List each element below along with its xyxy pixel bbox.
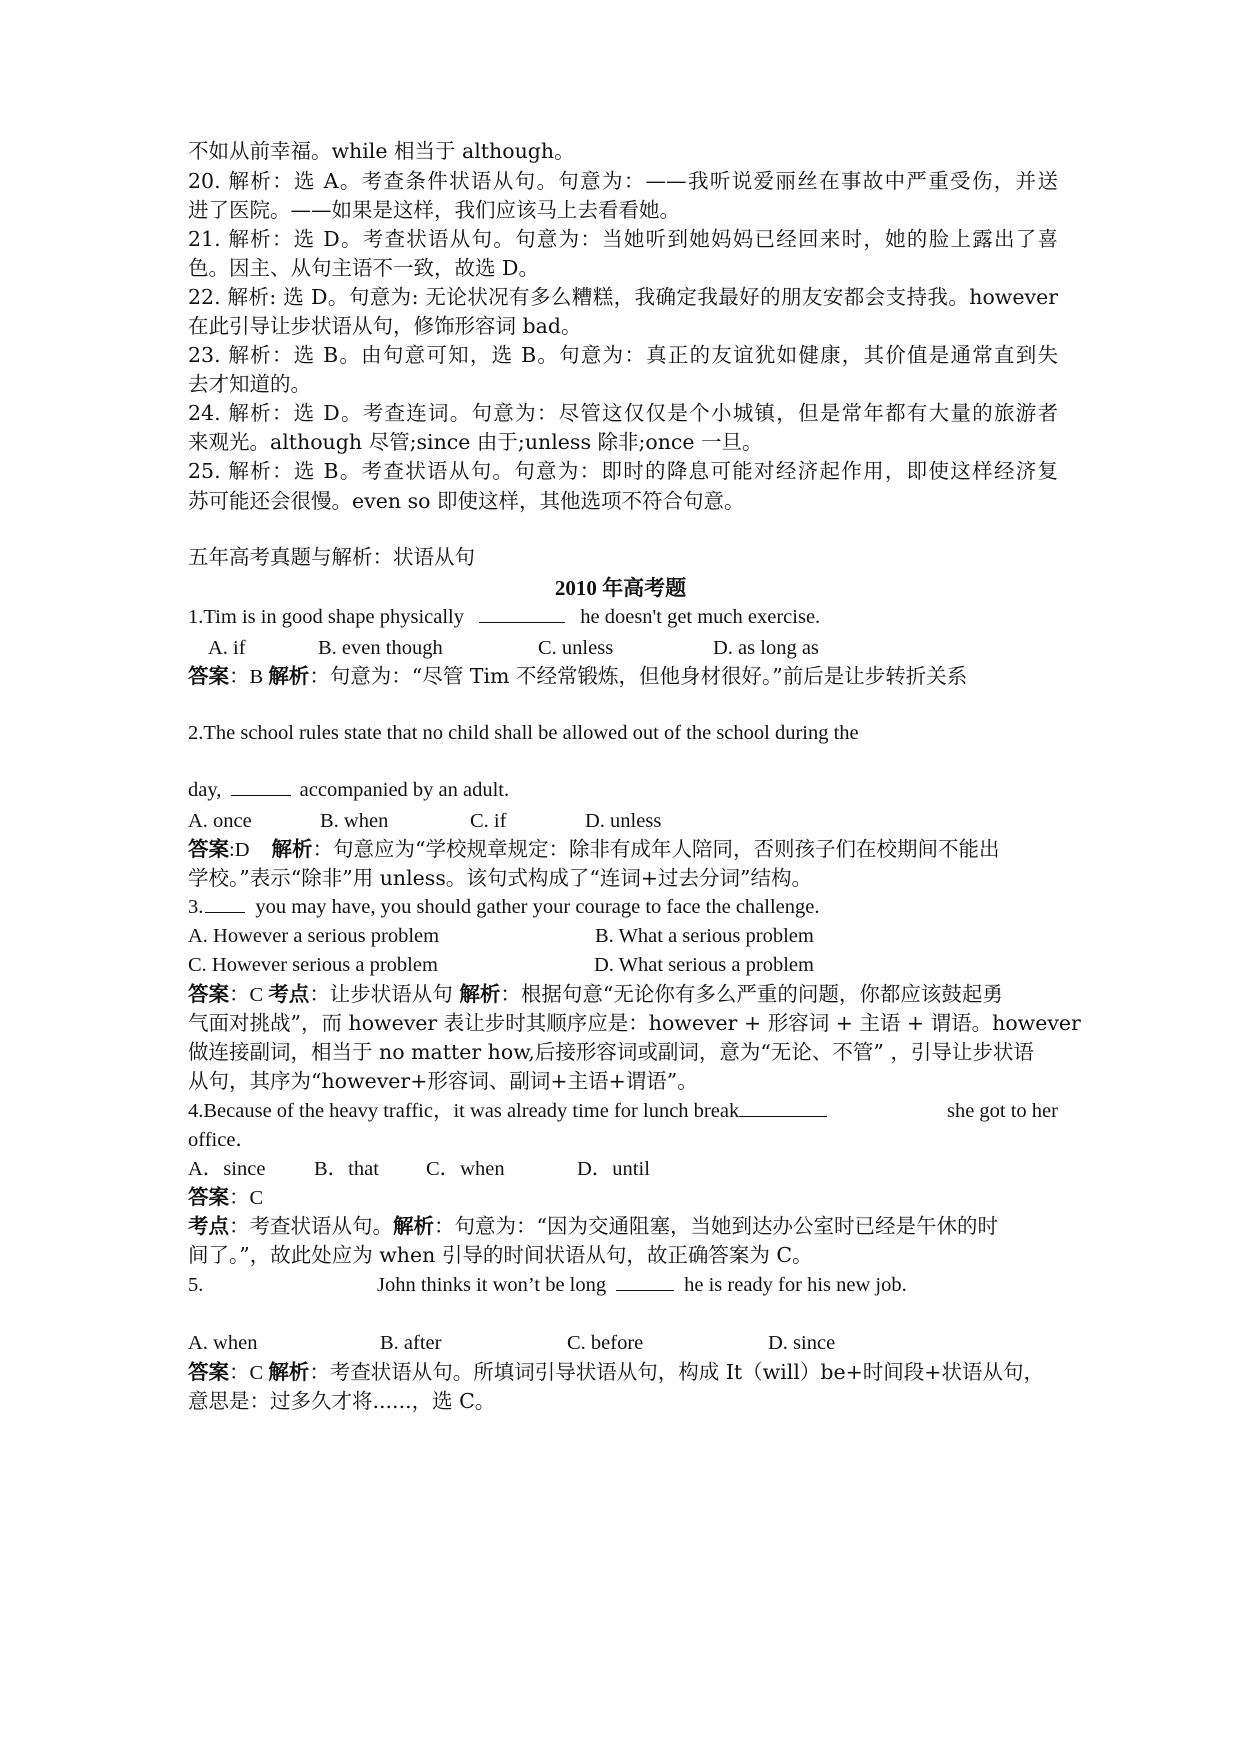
point-label: 考点 [268, 982, 310, 1006]
question-1-stem [188, 602, 820, 632]
question-stem-text: John thinks it won’t be long [377, 1274, 607, 1296]
analysis-line: 不如从前幸福。while 相当于 although。 [188, 139, 575, 163]
analysis-label: 解析 [271, 837, 313, 861]
answer-text: ：C [229, 984, 269, 1006]
analysis-text: ：根据句意“无论你有多么严重的问题，你都应该鼓起勇 [500, 982, 1003, 1006]
section-title: 五年高考真题与解析：状语从句 [188, 545, 475, 569]
analysis-line: 进了医院。——如果是这样，我们应该马上去看看她。 [188, 198, 680, 222]
question-stem-text: you may have, you should gather your courage to face the challenge. [255, 896, 820, 918]
question-4-answer [188, 1182, 263, 1213]
analysis-text: ：句意为：“尽管 Tim 不经常锻炼，但他身材很好。”前后是让步转折关系 [309, 664, 968, 688]
option-c: C. However serious a problem [188, 954, 438, 976]
analysis-line: 24. 解析：选 D。考查连词。句意为：尽管这仅仅是个小城镇，但是常年都有大量的旅游者 [188, 401, 1058, 425]
question-2-stem-cont [188, 775, 509, 805]
option-a: A. once [188, 810, 252, 832]
question-3-answer [188, 979, 1003, 1010]
point-text: ：让步状语从句 [309, 982, 460, 1006]
answer-blank [739, 1098, 827, 1117]
question-4-stem-cont: office． [188, 1129, 256, 1151]
option-a: A．since [188, 1158, 266, 1180]
answer-label: 答案 [188, 664, 229, 688]
analysis-line: 来观光。although 尽管;since 由于;unless 除非;once 一旦。 [188, 430, 763, 454]
question-stem-line [377, 1270, 907, 1300]
question-stem-text: accompanied by an adult. [299, 779, 510, 801]
analysis-line: 22. 解析: 选 D。句意为: 无论状况有多么糟糕，我确定我最好的朋友安都会支持我。however [188, 285, 1058, 309]
option-d: D. as long as [713, 637, 819, 659]
question-stem-text: she got to her [946, 1100, 1058, 1122]
answer-text: :D [229, 839, 250, 861]
point-label: 考点 [188, 1214, 229, 1238]
answer-text: ：C [229, 1187, 264, 1209]
option-c: C．when [426, 1158, 505, 1180]
question-stem-text: he is ready for his new job. [684, 1274, 907, 1296]
question-2-stem: 2.The school rules state that no child shall be allowed out of the school during the [188, 722, 859, 744]
option-a: A. if [208, 637, 246, 659]
question-2-analysis-cont: 学校。”表示“除非”用 unless。该句式构成了“连词+过去分词”结构。 [188, 866, 812, 890]
question-stem-text: 4.Because of the heavy traffic，it was already time for lunch break [188, 1100, 740, 1122]
option-c: C. if [470, 810, 507, 832]
option-b: B. after [380, 1332, 442, 1354]
answer-label: 答案 [188, 837, 229, 861]
analysis-label: 解析 [268, 664, 310, 688]
question-stem-text: he doesn't get much exercise. [580, 606, 821, 628]
answer-blank [479, 604, 565, 623]
question-stem-text: 1.Tim is in good shape physically [188, 606, 464, 628]
answer-label: 答案 [188, 1185, 229, 1209]
question-5-answer [188, 1357, 1044, 1388]
analysis-line: 色。因主、从句主语不一致，故选 D。 [188, 256, 539, 280]
question-1-answer [188, 661, 967, 692]
option-b: B．that [314, 1158, 379, 1180]
analysis-label: 解析 [459, 982, 501, 1006]
answer-label: 答案 [188, 1360, 229, 1384]
option-a: A. However a serious problem [188, 925, 440, 947]
analysis-line: 21. 解析：选 D。考查状语从句。句意为：当她听到她妈妈已经回来时，她的脸上露出了喜 [188, 227, 1058, 251]
analysis-label: 解析 [268, 1360, 310, 1384]
analysis-line: 25. 解析：选 B。考查状语从句。句意为：即时的降息可能对经济起作用，即使这样经济复 [188, 459, 1058, 483]
option-b: B. when [320, 810, 389, 832]
option-b: B. What a serious problem [595, 925, 814, 947]
option-d: D. since [768, 1332, 836, 1354]
question-stem-text: day, [188, 779, 222, 801]
analysis-text: ：句意为：“因为交通阻塞，当她到达办公室时已经是午休的时 [434, 1214, 998, 1238]
question-2-answer [188, 834, 999, 865]
question-3-analysis-cont: 做连接副词，相当于 no matter how,后接形容词或副词，意为“无论、不管” ，引导让步状语 [188, 1040, 1034, 1064]
option-d: D．until [577, 1158, 650, 1180]
answer-blank [205, 894, 245, 913]
question-4-analysis [188, 1211, 998, 1242]
option-c: C. before [567, 1332, 644, 1354]
analysis-line: 苏可能还会很慢。even so 即使这样，其他选项不符合句意。 [188, 489, 745, 513]
analysis-label: 解析 [393, 1214, 434, 1238]
answer-text: ：B [229, 666, 269, 688]
answer-blank [231, 777, 291, 796]
analysis-line: 在此引导让步状语从句，修饰形容词 bad。 [188, 314, 582, 338]
answer-blank [616, 1272, 674, 1291]
question-5-analysis-cont: 意思是：过多久才将......，选 C。 [188, 1389, 496, 1413]
option-d: D. What serious a problem [594, 954, 814, 976]
question-4-stem [188, 1096, 1058, 1126]
answer-label: 答案 [188, 982, 229, 1006]
option-a: A. when [188, 1332, 258, 1354]
question-stem-text: 3. [188, 896, 204, 918]
question-4-analysis-cont: 间了。”，故此处应为 when 引导的时间状语从句，故正确答案为 C。 [188, 1243, 813, 1267]
analysis-text: ：句意应为“学校规章规定：除非有成年人陪同，否则孩子们在校期间不能出 [312, 837, 1000, 861]
question-number: 5. [188, 1274, 204, 1296]
analysis-text: ：考查状语从句。所填词引导状语从句，构成 It（will）be+时间段+状语从句， [309, 1360, 1044, 1384]
point-text: ：考查状语从句。 [229, 1214, 393, 1238]
analysis-line: 23. 解析：选 B。由句意可知，选 B。句意为：真正的友谊犹如健康，其价值是通常直到失 [188, 343, 1058, 367]
option-b: B. even though [318, 637, 443, 659]
analysis-line: 20. 解析：选 A。考查条件状语从句。句意为：——我听说爱丽丝在事故中严重受伤，并送 [188, 169, 1058, 193]
question-5-stem [188, 1270, 907, 1300]
year-heading: 2010 年高考题 [554, 576, 687, 600]
question-3-stem [188, 892, 820, 922]
question-3-analysis-cont: 气面对挑战”，而 however 表让步时其顺序应是：however + 形容词 + 主语 + 谓语。however [188, 1011, 1081, 1035]
analysis-line: 去才知道的。 [188, 372, 311, 396]
option-c: C. unless [538, 637, 614, 659]
option-d: D. unless [585, 810, 662, 832]
question-3-analysis-cont: 从句，其序为“however+形容词、副词+主语+谓语”。 [188, 1069, 698, 1093]
answer-text: ：C [229, 1362, 269, 1384]
